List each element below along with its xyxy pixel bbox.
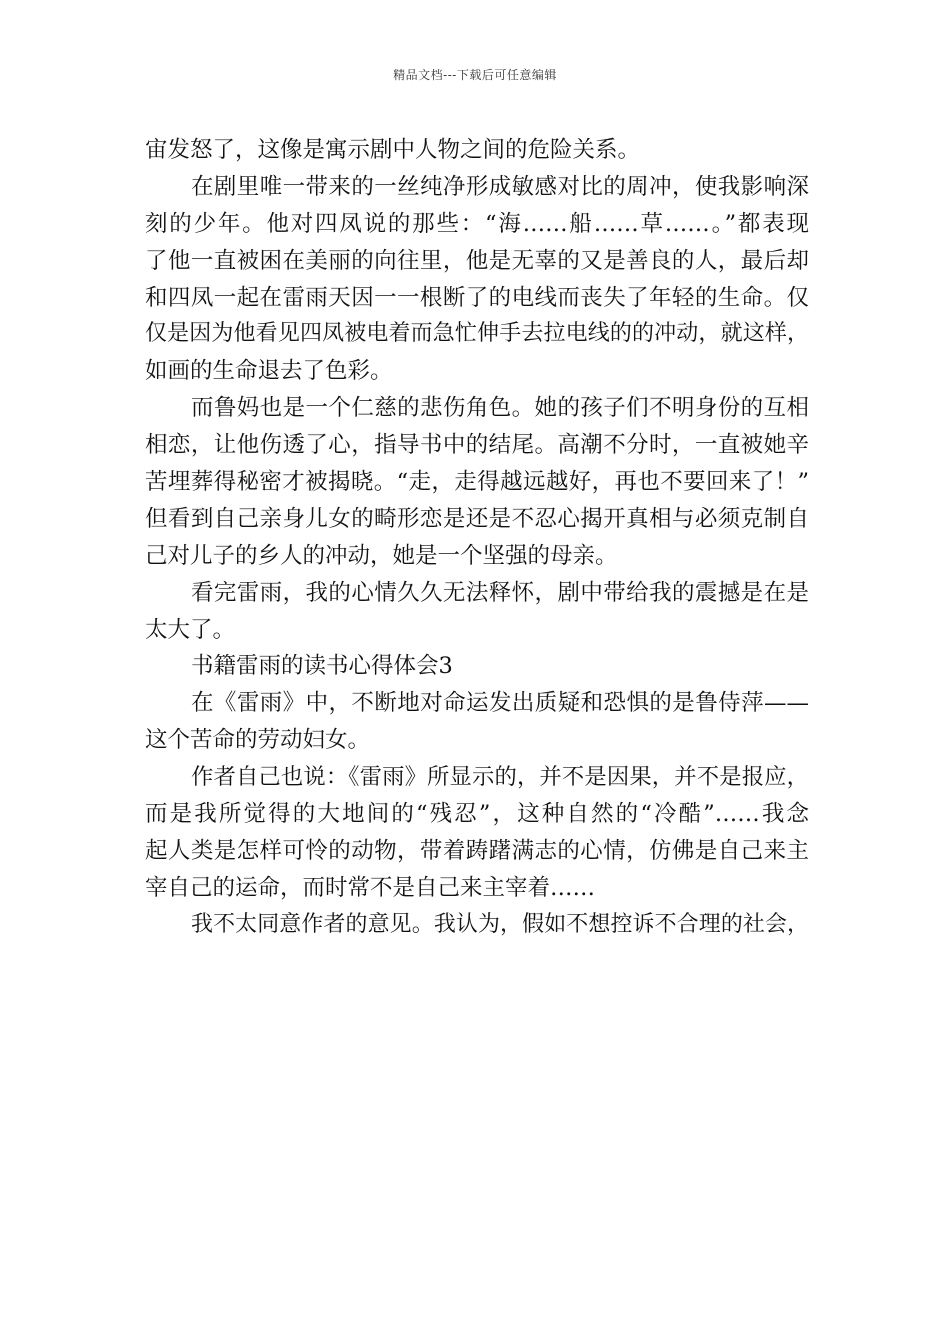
text-line: 书籍雷雨的读书心得体会3 [191,653,453,680]
text-line: 相恋，让他伤透了心，指导书中的结尾。高潮不分时，一直被她辛 [145,432,809,459]
text-line: 己对儿子的乡人的冲动，她是一个坚强的母亲。 [145,542,618,569]
text-line: 起人类是怎样可怜的动物，带着踌躇满志的心情，仿佛是自己来主 [145,837,809,864]
text-line: 这个苦命的劳动妇女。 [145,727,371,754]
text-line: 宙发怒了，这像是寓示剧中人物之间的危险关系。 [145,137,641,163]
text-line: 看完雷雨，我的心情久久无法释怀，剧中带给我的震撼是在是 [191,579,809,606]
text-line: 我不太同意作者的意见。我认为，假如不想控诉不合理的社会， [191,911,809,937]
text-line: 和四凤一起在雷雨天因一一根断了的电线而丧失了年轻的生命。仅 [145,284,809,311]
text-line: 如画的生命退去了色彩。 [145,358,393,385]
text-line: 苦埋葬得秘密才被揭晓。“走，走得越远越好，再也不要回来了！” [145,469,809,496]
text-line: 而鲁妈也是一个仁慈的悲伤角色。她的孩子们不明身份的互相 [191,395,809,422]
text-line: 在《雷雨》中，不断地对命运发出质疑和恐惧的是鲁侍萍—— [191,690,809,717]
text-line: 在剧里唯一带来的一丝纯净形成敏感对比的周冲，使我影响深 [191,173,809,200]
text-line: 太大了。 [145,616,236,643]
text-line: 宰自己的运命，而时常不是自己来主宰着…… [145,874,596,901]
text-line: 而是我所觉得的大地间的“残忍”，这种自然的“冷酷”……我念 [145,801,809,828]
text-line: 作者自己也说：《雷雨》所显示的，并不是因果，并不是报应， [191,764,809,791]
body-text [145,132,809,944]
text-line: 了他一直被困在美丽的向往里，他是无辜的又是善良的人，最后却 [145,247,809,274]
text-line: 但看到自己亲身儿女的畸形恋是还是不忍心揭开真相与必须克制自 [145,505,809,532]
text-line: 刻的少年。他对四凤说的那些：“海……船……草……。”都表现 [145,210,809,237]
page-header: 精品文档---下载后可任意编辑 [393,68,557,82]
text-line: 仅是因为他看见四凤被电着而急忙伸手去拉电线的的冲动，就这样， [145,321,809,347]
